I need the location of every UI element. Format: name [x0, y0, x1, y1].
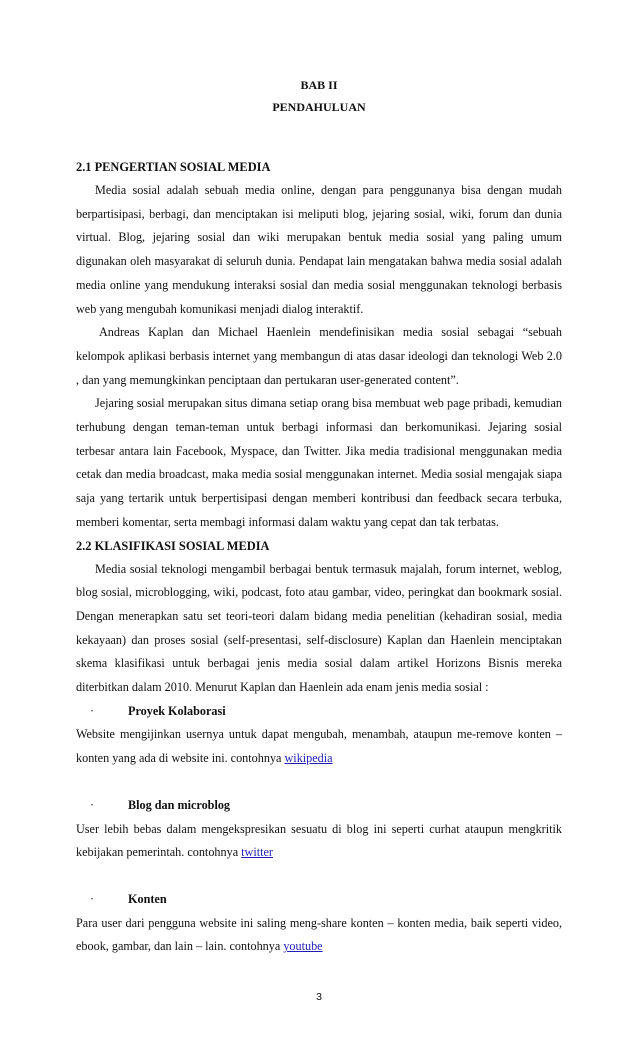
- list-item-heading: [76, 700, 562, 724]
- list-item-heading: [76, 888, 562, 912]
- chapter-label: BAB II: [300, 78, 338, 92]
- list-item-body: User lebih bebas dalam mengekspresikan sesuatu di blog ini seperti curhat ataupun mengkritik kebijakan pemerintah. contohnya: [76, 821, 562, 860]
- list-item-text: [76, 723, 562, 770]
- paragraph: Andreas Kaplan dan Michael Haenlein mendefinisikan media sosial sebagai “sebuah kelompok aplikasi berbasis internet yang membangun di atas dasar ideologi dan teknologi Web 2.0 , dan yang memungkinkan penciptaan dan pertukaran user-generated content”.: [76, 325, 562, 387]
- bullet-icon: ·: [90, 703, 95, 718]
- page-number: 3: [316, 991, 322, 1003]
- list-item-title: Proyek Kolaborasi: [128, 703, 226, 718]
- paragraph: Media sosial adalah sebuah media online, dengan para penggunanya bisa dengan mudah berpartisipasi, berbagi, dan menciptakan isi meliputi blog, jejaring sosial, wiki, forum dan dunia virtual. Blog, jejaring sosial dan wiki merupakan bentuk media sosial yang paling umum digunakan oleh masyarakat di seluruh dunia. Pendapat lain mengatakan bahwa media sosial adalah media online yang mendukung interaksi sosial dan media sosial menggunakan teknologi berbasis web yang mengubah komunikasi menjadi dialog interaktif.: [76, 183, 562, 316]
- list-item-text: [76, 818, 562, 865]
- link-wikipedia[interactable]: wikipedia: [284, 751, 333, 766]
- list-item-text: [76, 912, 562, 959]
- bullet-icon: ·: [90, 797, 95, 812]
- document-body: [76, 156, 562, 959]
- list-item-heading: [76, 794, 562, 818]
- list-item-title: Konten: [128, 891, 167, 906]
- chapter-title: PENDAHULUAN: [272, 100, 366, 114]
- list-item-title: Blog dan microblog: [128, 797, 231, 812]
- bullet-icon: ·: [90, 891, 95, 906]
- list-item-body: Para user dari pengguna website ini saling meng-share konten – konten media, baik seperti video, ebook, gambar, dan lain – lain. contohnya: [76, 915, 562, 954]
- spacer: [76, 865, 562, 888]
- section-heading-1: 2.1 PENGERTIAN SOSIAL MEDIA: [76, 160, 271, 174]
- link-twitter[interactable]: twitter: [241, 845, 273, 860]
- paragraph: Jejaring sosial merupakan situs dimana setiap orang bisa membuat web page pribadi, kemudian terhubung dengan teman-teman untuk berbagi informasi dan berkomunikasi. Jejaring sosial terbesar antara lain Facebook, Myspace, dan Twitter. Jika media tradisional menggunakan media cetak dan media broadcast, maka media sosial menggunakan internet. Media sosial mengajak siapa saja yang tertarik untuk berpertisipasi dengan memberi kontribusi dan feedback secara terbuka, memberi komentar, serta membagi informasi dalam waktu yang cepat dan tak terbatas.: [76, 396, 562, 529]
- paragraph: Media sosial teknologi mengambil berbagai bentuk termasuk majalah, forum internet, weblog, blog sosial, microblogging, wiki, podcast, foto atau gambar, video, peringkat dan bookmark sosial. Dengan menerapkan satu set teori-teori dalam bidang media penelitian (kehadiran sosial, media kekayaan) dan proses sosial (self-presentasi, self-disclosure) Kaplan dan Haenlein menciptakan skema klasifikasi untuk berbagai jenis media sosial dalam artikel Horizons Bisnis mereka diterbitkan dalam 2010. Menurut Kaplan dan Haenlein ada enam jenis media sosial :: [76, 561, 562, 695]
- list-item-body: Website mengijinkan usernya untuk dapat mengubah, menambah, ataupun me-remove konten – konten yang ada di website ini. contohnya: [76, 727, 562, 766]
- link-youtube[interactable]: youtube: [283, 939, 323, 954]
- section-heading-2: 2.2 KLASIFIKASI SOSIAL MEDIA: [76, 538, 270, 553]
- spacer: [76, 771, 562, 794]
